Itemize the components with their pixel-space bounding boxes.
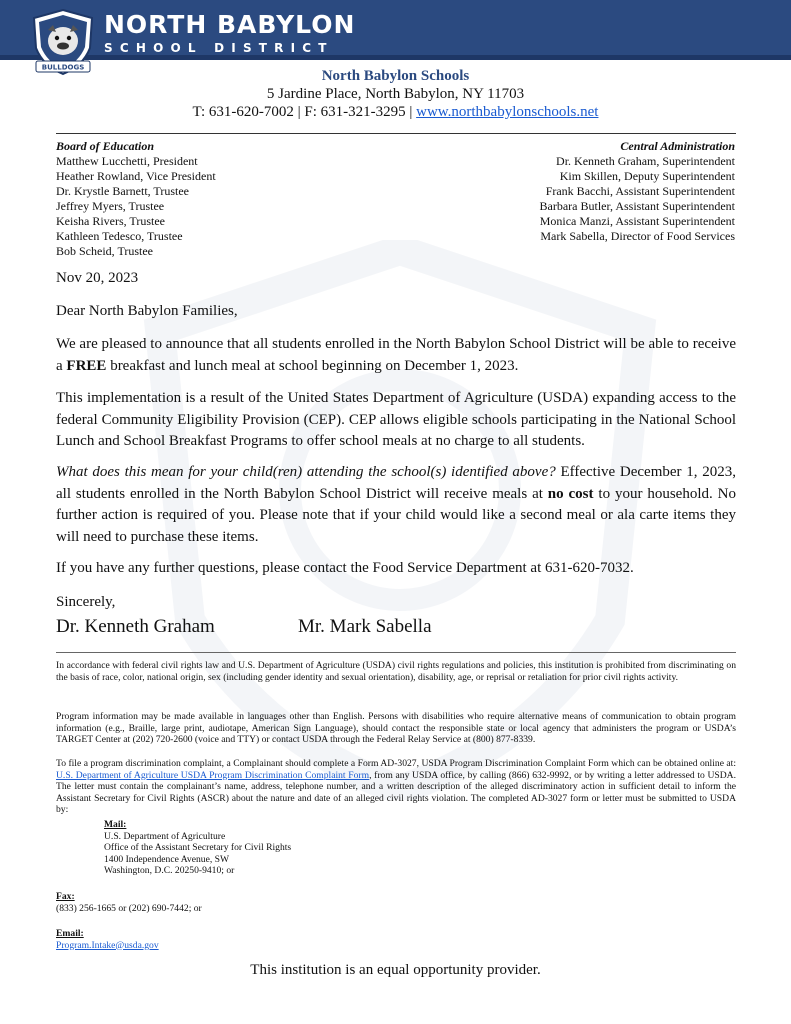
p2-text: This implementation is a result of the United States Department of Agriculture (USDA) expanding access to the federal Community Eligibility Provision (CEP). CEP allows eligible schools participating in the National School Lunch and School Breakfast Programs to offer school meals at no charge to all students. — [56, 390, 736, 449]
admin-member: Dr. Kenneth Graham, Superintendent — [556, 154, 735, 168]
date-text: Nov 20, 2023 — [56, 270, 139, 286]
letter-paragraph-3 — [56, 462, 736, 548]
board-title: Board of Education — [56, 139, 155, 153]
mail-block — [56, 819, 736, 877]
complaint-form-link[interactable]: U.S. Department of Agriculture USDA Program Discrimination Complaint Form — [56, 769, 370, 781]
letter-paragraph-2 — [56, 388, 736, 453]
closing-text: Sincerely, — [56, 594, 116, 610]
board-member: Heather Rowland, Vice President — [56, 169, 216, 183]
signatures — [56, 616, 432, 638]
p3-italic: What does this mean for your child(ren) attending the school(s) identified above? — [56, 464, 556, 480]
central-administration — [540, 139, 735, 244]
board-of-education — [56, 139, 216, 259]
complaint-statement — [56, 758, 736, 816]
signature-graham: Dr. Kenneth Graham — [56, 616, 215, 637]
admin-member: Kim Skillen, Deputy Superintendent — [559, 169, 735, 183]
letter-paragraph-1 — [56, 334, 736, 377]
board-member: Matthew Lucchetti, President — [56, 154, 198, 168]
fax-block — [56, 891, 736, 914]
admin-member: Monica Manzi, Assistant Superintendent — [539, 214, 735, 228]
website-link[interactable]: www.northbabylonschools.net — [416, 104, 599, 120]
district-name: NORTH BABYLON — [104, 10, 356, 39]
p3-bold: no cost — [547, 485, 594, 502]
p1-text: We are pleased to announce that all students enrolled in the North Babylon School District will be able to receive a — [56, 336, 736, 374]
fax-label: Fax: — [56, 891, 75, 902]
fine-p3-text: To file a program discrimination complaint, a Complainant should complete a Form AD-3027, USDA Program Discrimination Complaint Form which can be obtained online at: — [56, 758, 736, 769]
board-member: Kathleen Tedesco, Trustee — [56, 229, 183, 243]
p1-bold: FREE — [66, 357, 107, 374]
admin-title: Central Administration — [620, 139, 735, 153]
letter-greeting — [56, 301, 736, 323]
letterhead-contact — [0, 104, 791, 121]
admin-member: Barbara Butler, Assistant Superintendent — [539, 199, 735, 213]
p4-text: If you have any further questions, please contact the Food Service Department at 631-620-7032. — [56, 560, 634, 576]
banner-stripe — [0, 55, 791, 60]
signature-sabella: Mr. Mark Sabella — [298, 616, 432, 637]
letter-closing — [56, 592, 736, 614]
equal-opportunity-footer: This institution is an equal opportunity provider. — [250, 962, 541, 978]
mail-line: Office of the Assistant Secretary for Civil Rights — [104, 842, 292, 854]
p1-text-end: breakfast and lunch meal at school beginning on December 1, 2023. — [106, 357, 519, 374]
letter-paragraph-4 — [56, 558, 736, 580]
letterhead-address: 5 Jardine Place, North Babylon, NY 11703 — [266, 86, 525, 102]
logo-ribbon-text: BULLDOGS — [41, 63, 85, 72]
phone-fax: T: 631-620-7002 | F: 631-321-3295 | — [192, 104, 413, 120]
board-member: Jeffrey Myers, Trustee — [56, 199, 165, 213]
district-subtitle: SCHOOL DISTRICT — [104, 41, 334, 55]
fine-p2: Program information may be made available in languages other than English. Persons with disabilities who require alternative means of communication to obtain program information (e.g., Braille, large print, audiotape, American Sign Language), should contact the responsible state or local agency that administers the program or USDA’s TARGET Center at (202) 720-2600 (voice and TTY) or contact USDA through the Federal Relay Service at (800) 877-8339. — [56, 711, 736, 746]
letterhead-title: North Babylon Schools — [321, 68, 470, 84]
fine-p3-text-end: , from any USDA office, by calling (866) 632-9992, or by writing a letter addressed to USDA. The letter must contain the complainant’s name, address, telephone number, and a written description of the alleged discriminatory action in sufficient detail to inform the Assistant Secretary for Civil Rights (ASCR) about the nature and date of an alleged civil rights violation. The completed AD-3027 form or letter must be submitted to USDA by: — [56, 769, 737, 816]
nondiscrimination-statement — [56, 660, 736, 683]
letter-date — [56, 268, 736, 290]
admin-member: Mark Sabella, Director of Food Services — [540, 229, 735, 243]
header-rule — [56, 133, 736, 134]
mail-label: Mail: — [104, 819, 127, 830]
board-member: Dr. Krystle Barnett, Trustee — [56, 184, 189, 198]
fine-p1: In accordance with federal civil rights law and U.S. Department of Agriculture (USDA) civil rights regulations and policies, this institution is prohibited from discriminating on the basis of race, color, national origin, sex (including gender identity and sexual orientation), disability, age, or reprisal or retaliation for prior civil rights activity. — [56, 660, 736, 683]
board-member: Keisha Rivers, Trustee — [56, 214, 165, 228]
signature-rule — [56, 652, 736, 653]
admin-member: Frank Bacchi, Assistant Superintendent — [545, 184, 735, 198]
mail-line: Washington, D.C. 20250-9410; or — [104, 865, 235, 877]
board-member: Bob Scheid, Trustee — [56, 244, 154, 258]
email-label: Email: — [56, 928, 84, 939]
language-statement — [56, 711, 736, 746]
p3-text-end: to your household. No further action is required of you. Please note that if your child would like a second meal or ala carte items they will need to purchase these items. — [56, 485, 736, 545]
mail-line: U.S. Department of Agriculture — [104, 830, 226, 842]
mail-line: 1400 Independence Avenue, SW — [104, 853, 230, 865]
p3-text: Effective December 1, 2023, all students enrolled in the North Babylon School District will receive meals at — [56, 464, 736, 502]
fax-number: (833) 256-1665 or (202) 690-7442; or — [56, 902, 202, 914]
email-link[interactable]: Program.Intake@usda.gov — [56, 939, 159, 951]
email-block — [56, 928, 736, 951]
greeting-text: Dear North Babylon Families, — [56, 303, 238, 319]
